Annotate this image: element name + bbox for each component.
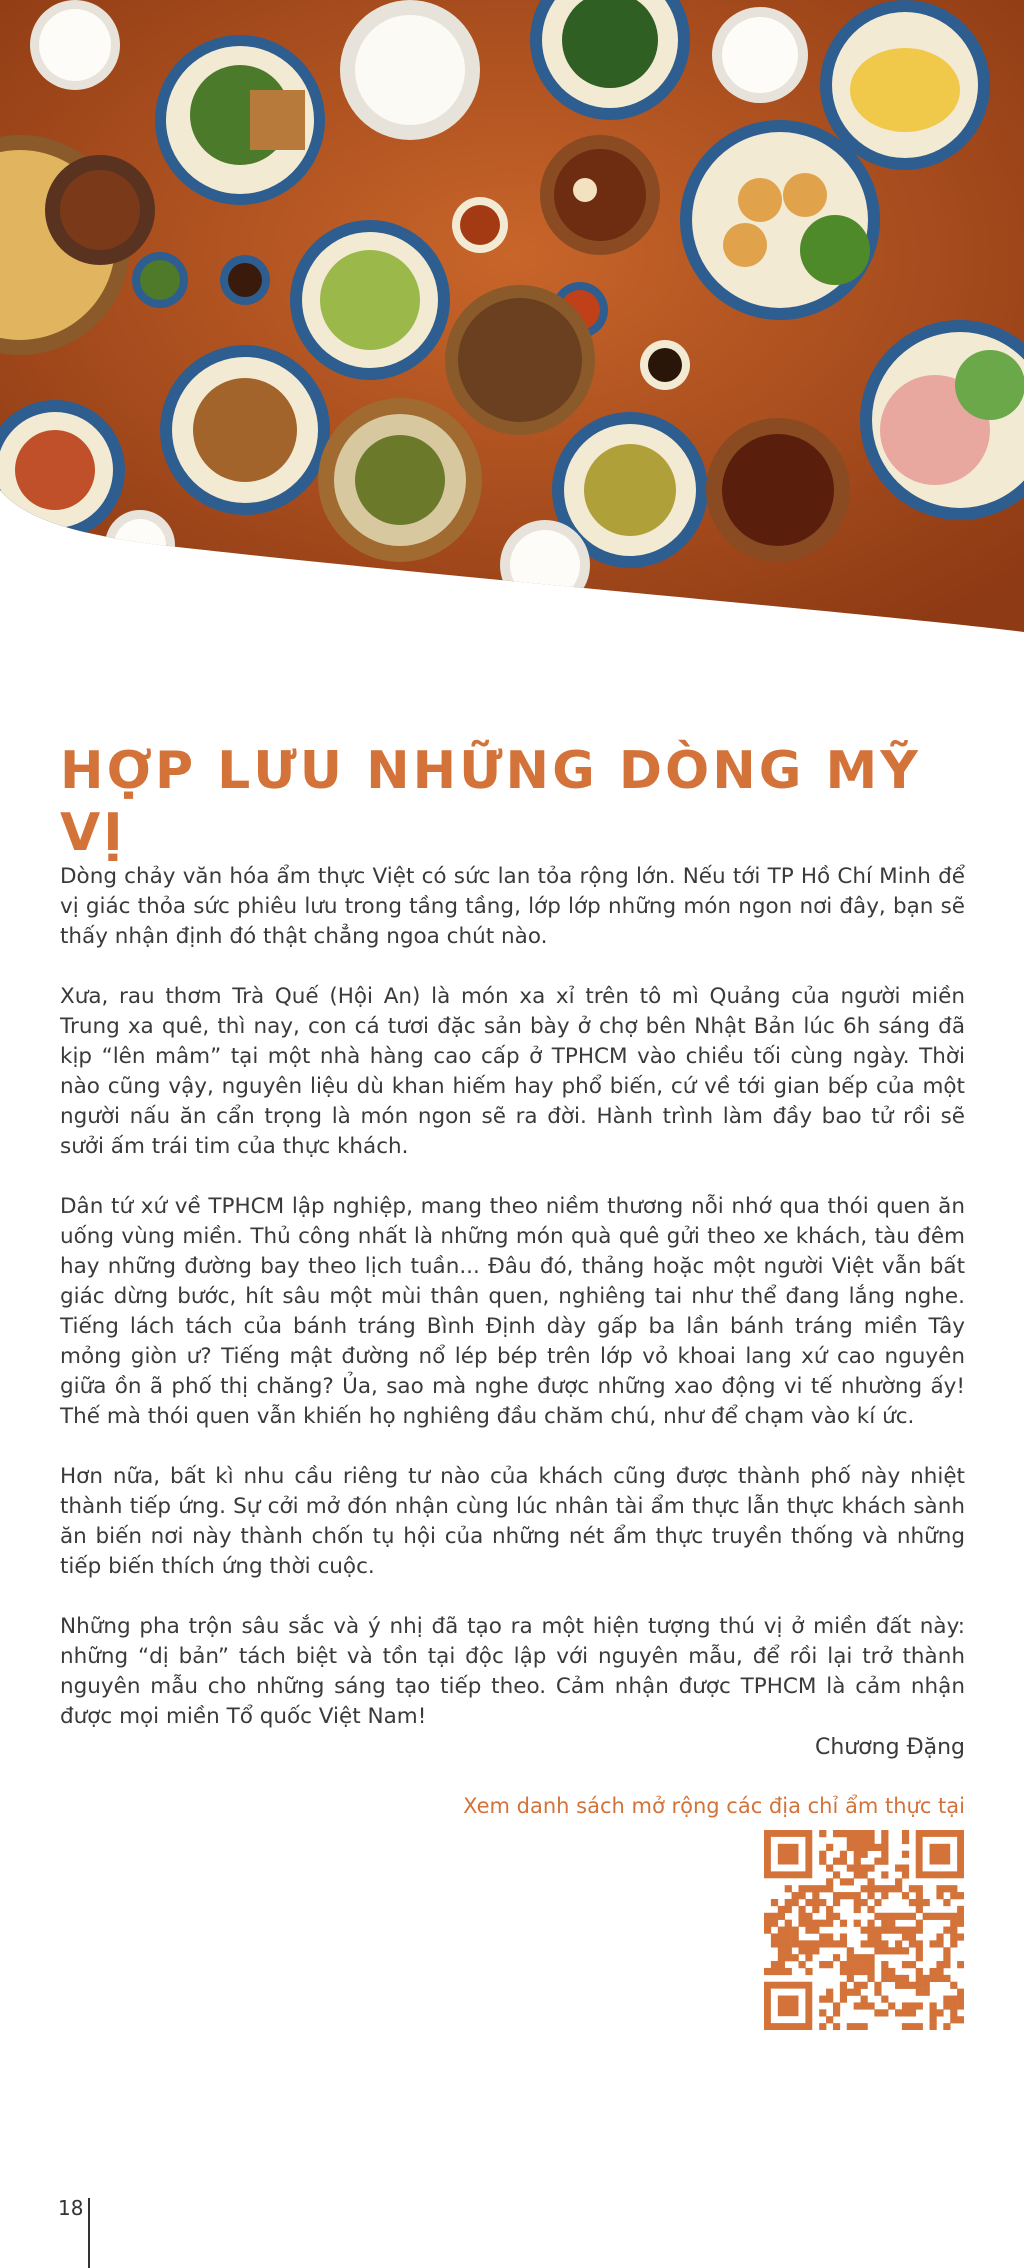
page-divider [88, 2198, 90, 2268]
hero-food-photo [0, 0, 1024, 640]
bowl-rice-2 [712, 7, 808, 103]
clay-pot-eggs [540, 135, 660, 255]
paragraph: Dòng chảy văn hóa ẩm thực Việt có sức lan tỏa rộng lớn. Nếu tới TP Hồ Chí Minh để vị giác thỏa sức phiêu lưu trong tầng tầng, lớp lớp những món ngon nơi đây, bạn sẽ thấy nhận định đó thật chẳng ngoa chút nào. [60, 864, 965, 949]
clay-pot-meat [706, 418, 850, 562]
bowl-rice-3 [30, 0, 120, 90]
plate-papaya-salad [290, 220, 450, 380]
article-body [60, 862, 965, 1762]
bowl-rice-5 [105, 510, 175, 580]
page-number: 18 [58, 2196, 84, 2220]
food-list-link-text: Xem danh sách mở rộng các địa chỉ ẩm thực tại [463, 1794, 965, 1818]
qr-finder-pattern [767, 1833, 808, 1874]
paragraph: Xưa, rau thơm Trà Quế (Hội An) là món xa xỉ trên tô mì Quảng của người miền Trung xa quê, thì nay, con cá tươi đặc sản bày ở chợ bên Nhật Bản lúc 6h sáng đã kịp “lên mâm” tại một nhà hàng cao cấp ở TPHCM vào chiều tối cùng ngày. Thời nào cũng vậy, nguyên liệu dù khan hiếm hay phổ biến, cứ về tới gian bếp của một người nấu ăn cẩn trọng là món ngon sẽ ra đời. Hành trình làm đầy bao tử rồi sẽ sưởi ấm trái tim của thực khách. [60, 984, 965, 1159]
plate-greens [155, 35, 325, 205]
plate-stew-left [160, 345, 330, 515]
paragraph: Những pha trộn sâu sắc và ý nhị đã tạo ra một hiện tượng thú vị ở miền đất này: những “dị bản” tách biệt và tồn tại độc lập với nguyên mẫu, để rồi lại trở thành nguyên mẫu cho những sáng tạo tiếp theo. Cảm nhận được TPHCM là cảm nhận được mọi miền Tổ quốc Việt Nam! [60, 1614, 965, 1729]
bowl-soup [318, 398, 482, 562]
plate-fish [445, 285, 595, 435]
qr-code-icon[interactable] [764, 1830, 964, 2030]
clay-pot-braised [45, 155, 155, 265]
qr-finder-pattern [919, 1833, 960, 1874]
page-title: HỢP LƯU NHỮNG DÒNG MỸ VỊ [60, 741, 921, 864]
qr-finder-pattern [767, 1985, 808, 2026]
plate-banh-khot [680, 120, 880, 320]
paragraph: Hơn nữa, bất kì nhu cầu riêng tư nào của khách cũng được thành phố này nhiệt thành tiếp ứng. Sự cởi mở đón nhận cùng lúc nhân tài ẩm thực lẫn thực khách sành ăn biến nơi này thành chốn tụ hội của những nét ẩm thực truyền thống và những tiếp biến thích ứng thời cuộc. [60, 1464, 965, 1579]
bowl-rice-4 [500, 520, 590, 610]
paragraph: Dân tứ xứ về TPHCM lập nghiệp, mang theo niềm thương nỗi nhớ qua thói quen ăn uống vùng miền. Thủ công nhất là những món quà quê gửi theo xe khách, tàu đêm hay những đường bay theo lịch tuần... Đâu đó, thảng hoặc một người Việt vẫn bất giác dừng bước, hít sâu một mùi thân quen, nghiêng tai như thể đang lắng nghe. Tiếng lách tách của bánh tráng Bình Định dày gấp ba lần bánh tráng miền Tây mỏng giòn ư? Tiếng mật đường nổ lép bép trên lớp vỏ khoai lang xứ cao nguyên giữa ồn ã phố thị chăng? Ủa, sao mà nghe được những xao động vi tế nhường ấy! Thế mà thói quen vẫn khiến họ nghiêng đầu chăm chú, như để chạm vào kí ức. [60, 1194, 965, 1429]
author-name: Chương Đặng [814, 1735, 965, 1760]
bowl-rice [340, 0, 480, 140]
